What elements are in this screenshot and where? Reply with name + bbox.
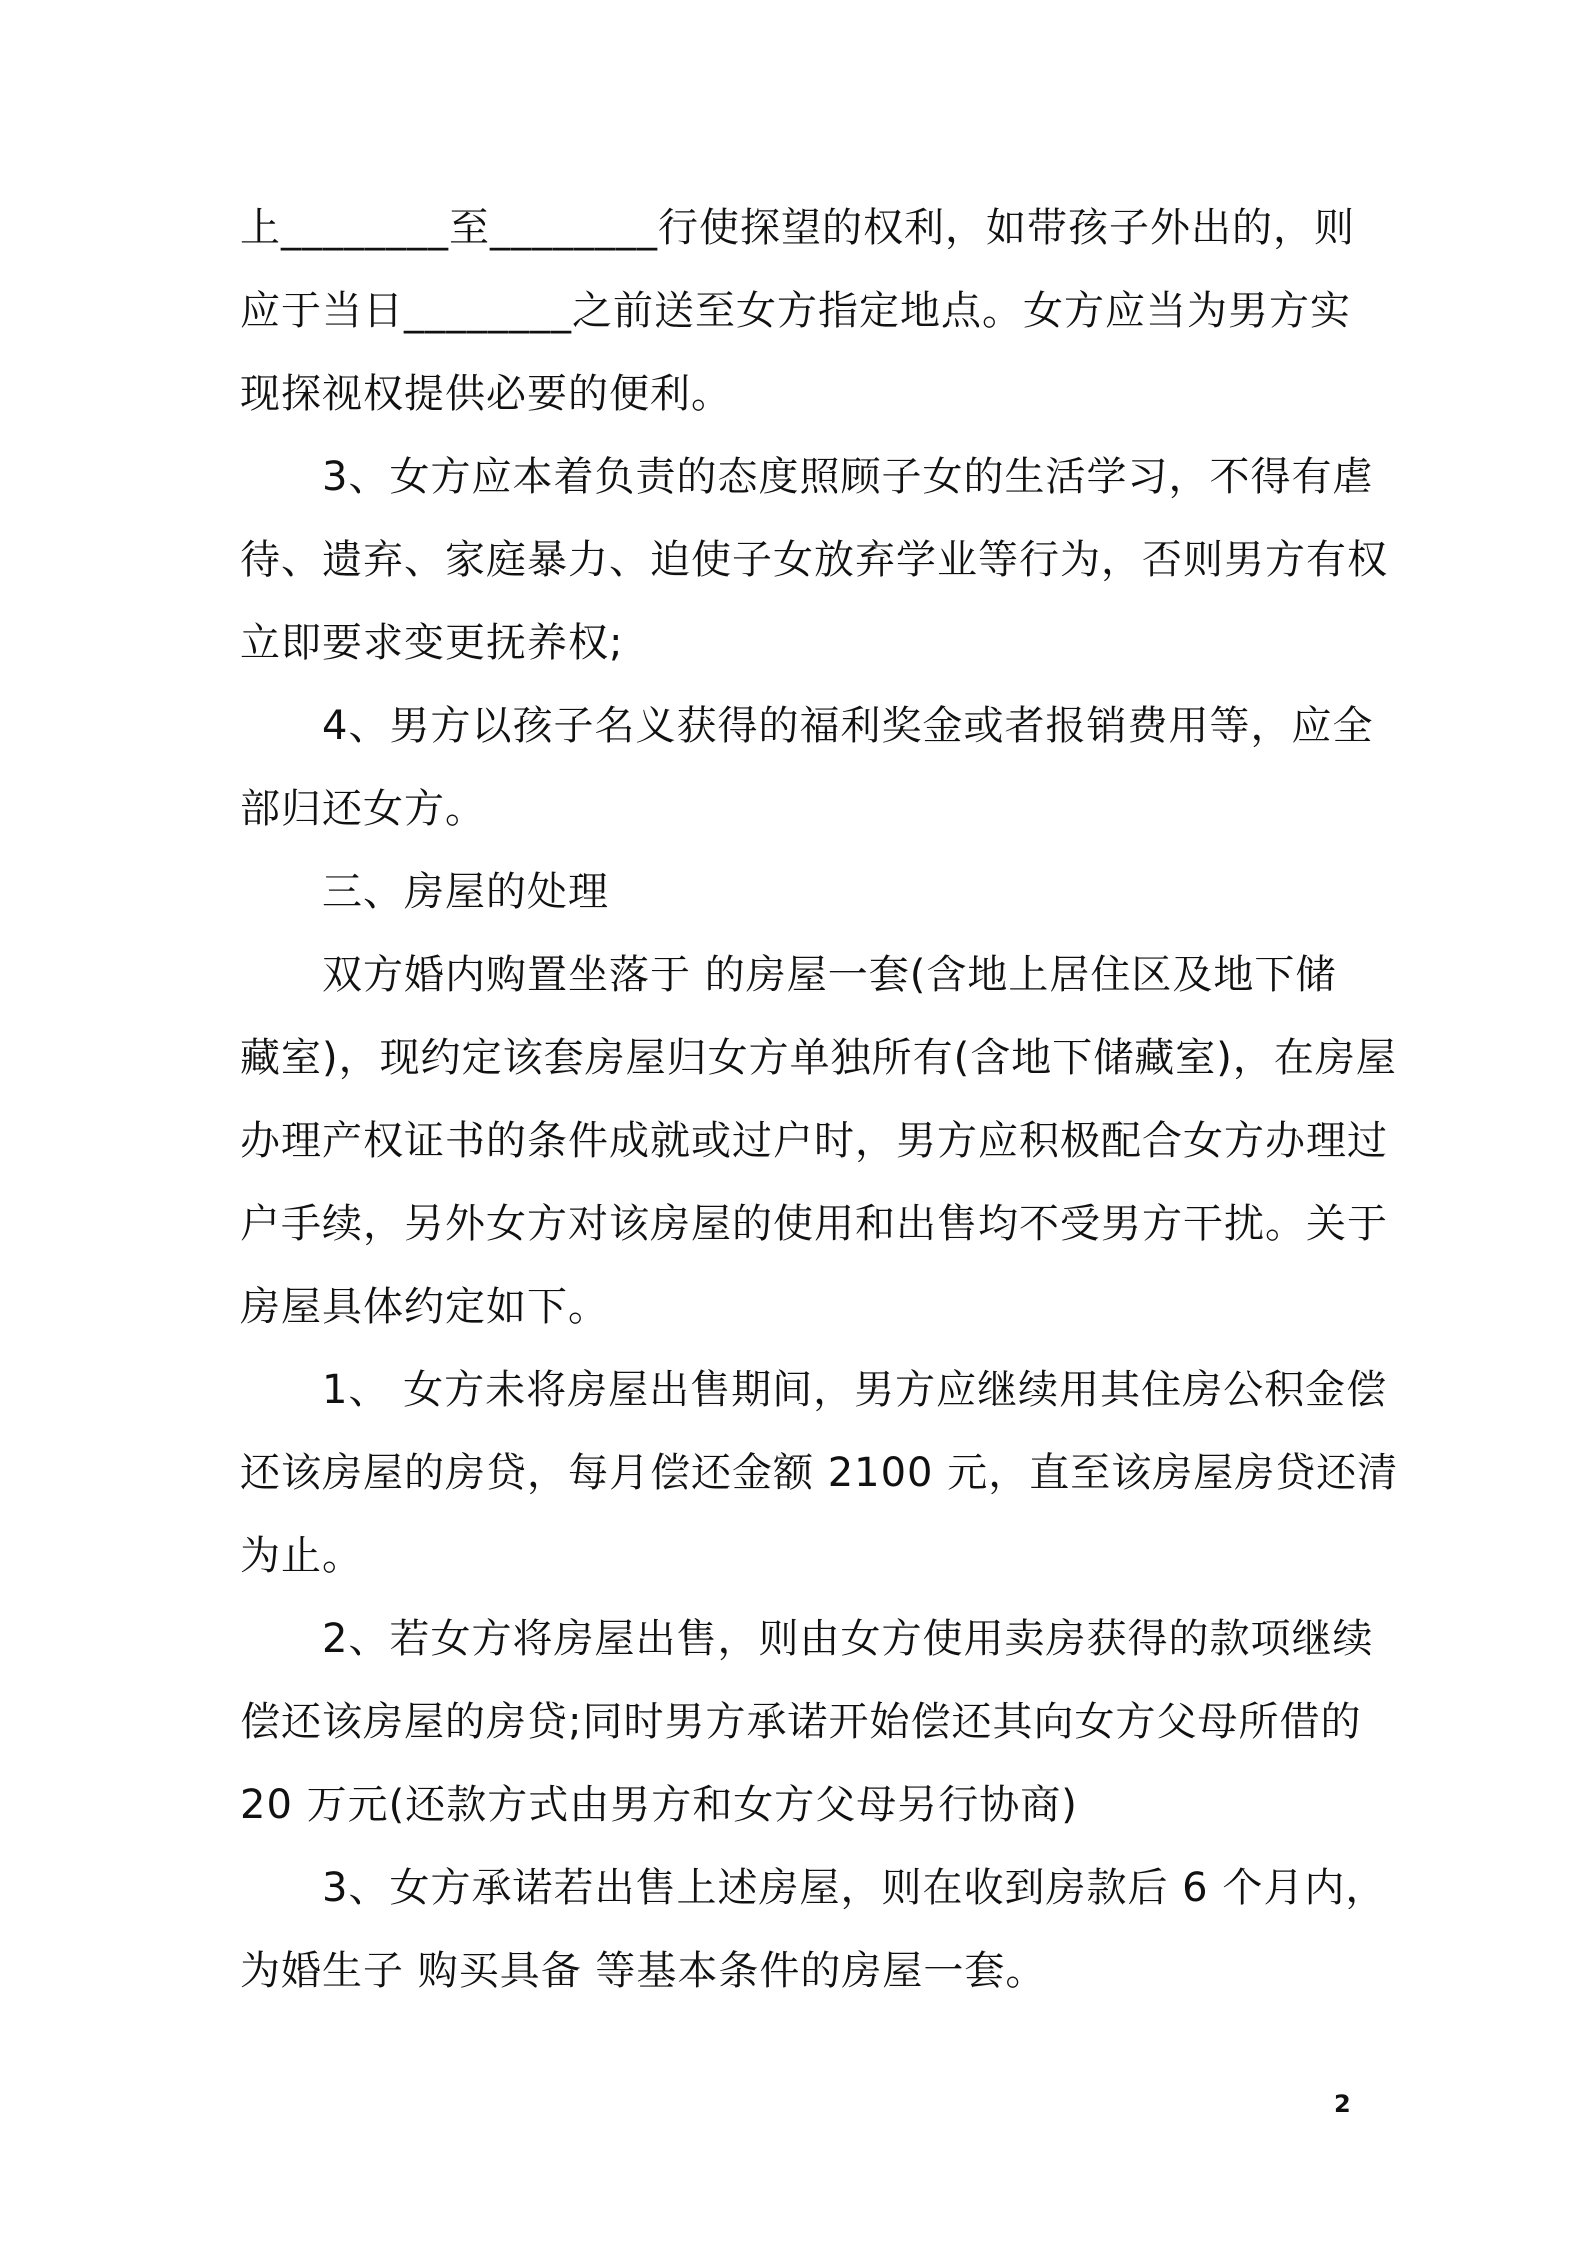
text-line: 3、女方承诺若出售上述房屋，则在收到房款后 6 个月内， xyxy=(322,1865,1387,1911)
text-line: 藏室)，现约定该套房屋归女方单独所有(含地下储藏室)，在房屋 xyxy=(240,1035,1397,1081)
text-line: 20 万元(还款方式由男方和女方父母另行协商) xyxy=(240,1782,1078,1828)
text-line: 部归还女方。 xyxy=(240,786,486,832)
text-line: 偿还该房屋的房贷;同时男方承诺开始偿还其向女方父母所借的 xyxy=(240,1699,1362,1745)
text-line: 上________至________行使探望的权利，如带孩子外出的，则 xyxy=(240,205,1355,251)
text-line: 还该房屋的房贷，每月偿还金额 2100 元，直至该房屋房贷还清 xyxy=(240,1450,1399,1496)
text-line: 应于当日________之前送至女方指定地点。女方应当为男方实 xyxy=(240,288,1351,334)
text-line: 房屋具体约定如下。 xyxy=(240,1284,609,1330)
text-line: 4、男方以孩子名义获得的福利奖金或者报销费用等，应全 xyxy=(322,703,1374,749)
section-heading: 三、房屋的处理 xyxy=(322,869,609,915)
text-line: 2、若女方将房屋出售，则由女方使用卖房获得的款项继续 xyxy=(322,1616,1374,1662)
text-line: 现探视权提供必要的便利。 xyxy=(240,371,732,417)
text-line: 立即要求变更抚养权; xyxy=(240,620,624,666)
text-line: 为婚生子 购买具备 等基本条件的房屋一套。 xyxy=(240,1948,1047,1994)
text-line: 办理产权证书的条件成就或过户时，男方应积极配合女方办理过 xyxy=(240,1118,1388,1164)
text-line: 为止。 xyxy=(240,1533,363,1579)
page-number: 2 xyxy=(1334,2090,1351,2118)
text-line: 双方婚内购置坐落于 的房屋一套(含地上居住区及地下储 xyxy=(322,952,1337,998)
text-line: 1、 女方未将房屋出售期间，男方应继续用其住房公积金偿 xyxy=(322,1367,1388,1413)
text-line: 户手续，另外女方对该房屋的使用和出售均不受男方干扰。关于 xyxy=(240,1201,1388,1247)
text-line: 待、遗弃、家庭暴力、迫使子女放弃学业等行为，否则男方有权 xyxy=(240,537,1388,583)
text-line: 3、女方应本着负责的态度照顾子女的生活学习，不得有虐 xyxy=(322,454,1374,500)
